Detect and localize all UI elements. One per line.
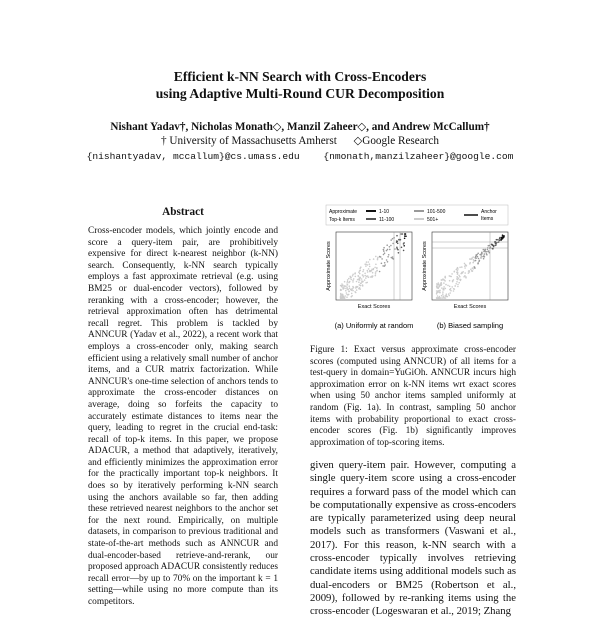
scatter-point: [381, 263, 383, 265]
scatter-point: [455, 283, 457, 285]
scatter-point: [389, 246, 391, 248]
scatter-point: [362, 284, 364, 286]
scatter-point: [352, 274, 354, 276]
scatter-point: [357, 275, 359, 277]
scatter-point: [346, 288, 348, 290]
scatter-point: [483, 249, 485, 251]
scatter-point: [398, 252, 400, 254]
scatter-point: [347, 279, 349, 281]
scatter-point: [355, 276, 357, 278]
scatter-point: [371, 270, 373, 272]
email-google: {nmonath,manzilzaheer}@google.com: [323, 151, 514, 162]
scatter-point: [367, 275, 369, 277]
scatter-point: [441, 287, 443, 289]
scatter-point: [364, 275, 366, 277]
scatter-point: [375, 275, 377, 277]
scatter-point: [445, 288, 447, 290]
scatter-point: [441, 279, 443, 281]
scatter-point: [493, 246, 495, 248]
scatter-point: [383, 247, 385, 249]
scatter-point: [384, 252, 386, 254]
scatter-point: [359, 273, 361, 275]
scatter-point: [392, 243, 394, 245]
scatter-point: [437, 290, 439, 292]
scatter-point: [386, 244, 388, 246]
scatter-point: [360, 270, 362, 272]
scatter-point: [404, 238, 406, 240]
scatter-point: [377, 258, 379, 260]
legend-range-3: 101-500: [427, 209, 446, 215]
legend-topk-label: Top-k Items: [329, 217, 355, 223]
scatter-point: [453, 290, 455, 292]
scatter-point: [443, 279, 445, 281]
scatter-point: [354, 273, 356, 275]
scatter-point: [386, 250, 388, 252]
legend-range-1: 1-10: [379, 209, 390, 215]
scatter-point: [346, 292, 348, 294]
figure-legend: [326, 205, 508, 225]
scatter-point: [464, 267, 466, 269]
scatter-point: [352, 275, 354, 277]
scatter-point: [392, 238, 394, 240]
scatter-point: [457, 268, 459, 270]
scatter-point: [362, 271, 364, 273]
scatter-point: [371, 269, 373, 271]
scatter-point: [452, 280, 454, 282]
scatter-point: [488, 250, 490, 252]
scatter-point: [484, 253, 486, 255]
scatter-point: [501, 238, 503, 240]
scatter-point: [475, 260, 477, 262]
scatter-point: [342, 288, 344, 290]
scatter-point: [403, 250, 405, 252]
scatter-point: [472, 256, 474, 258]
scatter-point: [394, 248, 396, 250]
scatter-point: [352, 280, 354, 282]
panel-b-ylabel: Approximate Scores: [422, 241, 428, 291]
scatter-point: [354, 291, 356, 293]
scatter-point: [444, 295, 446, 297]
panel-a: [326, 232, 413, 330]
scatter-point: [381, 258, 383, 260]
scatter-point: [457, 284, 459, 286]
scatter-point: [471, 270, 473, 272]
body-paragraph: given query-item pair. However, computing a single query-item score using a cross-encoder requires a forward pass of the model which can be computationally expensive as cross-encoders are typically parameterized using deep neural models such as transformers (Vaswani et al., 2017). For this reason, k-NN search with a cross-encoder typically involves retrieving candidate items using additional models such as dual-encoders or BM25 (Robertson et al., 2009), followed by re-ranking items using the cross-encoder (Logeswaran et al., 2019; Zhang: [310, 459, 516, 618]
scatter-point: [439, 286, 441, 288]
author-emails: [0, 150, 600, 164]
scatter-point: [340, 285, 342, 287]
scatter-point: [369, 263, 371, 265]
scatter-point: [360, 283, 362, 285]
scatter-point: [347, 281, 349, 283]
scatter-point: [451, 286, 453, 288]
scatter-point: [396, 241, 398, 243]
scatter-point: [348, 282, 350, 284]
scatter-point: [439, 296, 441, 298]
scatter-point: [443, 295, 445, 297]
scatter-point: [458, 275, 460, 277]
scatter-point: [486, 253, 488, 255]
legend-anchor-label-2: Items: [481, 216, 494, 222]
scatter-point: [373, 258, 375, 260]
scatter-point: [345, 290, 347, 292]
scatter-point: [375, 256, 377, 258]
scatter-point: [342, 297, 344, 299]
legend-approx-label: Approximate: [329, 209, 358, 215]
scatter-point: [346, 296, 348, 298]
scatter-point: [352, 290, 354, 292]
scatter-point: [448, 295, 450, 297]
scatter-point: [449, 286, 451, 288]
legend-range-2: 11-100: [379, 217, 395, 223]
scatter-point: [456, 281, 458, 283]
scatter-point: [372, 272, 374, 274]
scatter-point: [352, 281, 354, 283]
scatter-point: [346, 287, 348, 289]
scatter-point: [342, 284, 344, 286]
scatter-point: [449, 292, 451, 294]
figure-caption: Figure 1: Exact versus approximate cross-encoder scores (computed using ANNCUR) of all items for a test-query in domain=YuGiOh. ANNCUR incurs high approximation error on k-NN items wrt exact scores when using 50 anchor items sampled uniformly at random (Fig. 1a). In contrast, sampling 50 anchor items with probability proportional to exact cross-encoder scores (Fig. 1b) significantly improves approximation of top-scoring items.: [310, 345, 516, 448]
scatter-point: [468, 270, 470, 272]
scatter-point: [450, 276, 452, 278]
scatter-point: [344, 295, 346, 297]
scatter-point: [501, 237, 503, 239]
scatter-point: [443, 282, 445, 284]
scatter-point: [474, 257, 476, 259]
scatter-point: [450, 288, 452, 290]
scatter-point: [449, 280, 451, 282]
scatter-point: [367, 271, 369, 273]
scatter-point: [438, 297, 440, 299]
scatter-point: [460, 273, 462, 275]
scatter-point: [457, 272, 459, 274]
scatter-point: [439, 292, 441, 294]
scatter-point: [396, 248, 398, 250]
scatter-point: [436, 293, 438, 295]
scatter-point: [485, 251, 487, 253]
author-list: Nishant Yadav†, Nicholas Monath◇, Manzil Zaheer◇, and Andrew McCallum†: [110, 121, 490, 133]
scatter-point: [446, 293, 448, 295]
scatter-point: [398, 239, 400, 241]
scatter-point: [405, 233, 407, 235]
paper-title: [0, 68, 600, 102]
scatter-point: [348, 278, 350, 280]
legend-anchor-label: Anchor: [481, 209, 497, 215]
scatter-point: [459, 279, 461, 281]
scatter-point: [454, 288, 456, 290]
scatter-point: [404, 235, 406, 237]
title-line-1: Efficient k-NN Search with Cross-Encoders: [173, 69, 427, 84]
scatter-point: [362, 274, 364, 276]
scatter-point: [356, 281, 358, 283]
scatter-point: [443, 297, 445, 299]
scatter-point: [340, 294, 342, 296]
affiliations: [0, 134, 600, 149]
scatter-point: [480, 257, 482, 259]
scatter-point: [400, 233, 402, 235]
scatter-point: [459, 267, 461, 269]
scatter-point: [390, 245, 392, 247]
scatter-point: [477, 256, 479, 258]
scatter-point: [441, 295, 443, 297]
panel-a-xlabel: Exact Scores: [357, 304, 391, 310]
scatter-point: [457, 286, 459, 288]
figure-1: [314, 204, 514, 344]
scatter-point: [475, 254, 477, 256]
scatter-point: [349, 285, 351, 287]
scatter-point: [375, 264, 377, 266]
affiliation-google: ◇Google Research: [353, 135, 439, 147]
scatter-point: [477, 263, 479, 265]
abstract-text: Cross-encoder models, which jointly encode and score a query-item pair, are prohibitively expensive for direct k-nearest neighbor (k-NN) search. Consequently, k-NN search typically employs a fast approximate retrieval (e.g. using BM25 or dual-encoder vectors), followed by reranking with a cross-encoder; however, the retrieval approximation often has detrimental recall regret. This problem is tackled by ANNCUR (Yadav et al., 2022), a recent work that employs a cross-encoder only, making search efficient using a relatively small number of anchor items, and a CUR matrix factorization. While ANNCUR's one-time selection of anchors tends to approximate the cross-encoder distances on average, doing so forfeits the capacity to accurately estimate distances to items near the query, leading to regret in the crucial end-task: recall of top-k items. In this paper, we propose ADACUR, a method that adaptively, iteratively, and efficiently minimizes the approximation error for the practically important top-k neighbors. It does so by iteratively performing k-NN search using the anchors available so far, then adding these retrieved nearest neighbors to the anchor set for the next round. Empirically, on multiple datasets, in comparison to previous traditional and state-of-the-art methods such as ANNCUR and dual-encoder-based retrieve-and-rerank, our proposed approach ADACUR consistently reduces recall error—by up to 70% on the important k = 1 setting—while using no more compute than its competitors.: [88, 226, 278, 607]
scatter-point: [473, 259, 475, 261]
scatter-point: [365, 282, 367, 284]
scatter-point: [361, 280, 363, 282]
scatter-point: [436, 283, 438, 285]
scatter-point: [379, 256, 381, 258]
scatter-point: [469, 262, 471, 264]
scatter-point: [366, 261, 368, 263]
scatter-point: [478, 261, 480, 263]
scatter-point: [369, 266, 371, 268]
scatter-point: [461, 266, 463, 268]
scatter-point: [384, 264, 386, 266]
scatter-point: [472, 262, 474, 264]
scatter-point: [457, 279, 459, 281]
scatter-point: [383, 250, 385, 252]
scatter-point: [364, 263, 366, 265]
scatter-point: [371, 276, 373, 278]
scatter-point: [387, 261, 389, 263]
panel-a-ylabel: Approximate Scores: [326, 241, 332, 291]
scatter-point: [349, 291, 351, 293]
scatter-point: [363, 276, 365, 278]
scatter-point: [440, 282, 442, 284]
scatter-point: [379, 271, 381, 273]
scatter-point: [347, 289, 349, 291]
scatter-point: [389, 249, 391, 251]
scatter-point: [376, 270, 378, 272]
scatter-point: [368, 261, 370, 263]
scatter-point: [355, 287, 357, 289]
scatter-point: [346, 282, 348, 284]
scatter-point: [360, 266, 362, 268]
scatter-point: [358, 281, 360, 283]
scatter-point: [373, 268, 375, 270]
scatter-point: [470, 258, 472, 260]
scatter-point: [367, 264, 369, 266]
scatter-point: [478, 258, 480, 260]
scatter-point: [386, 259, 388, 261]
scatter-point: [344, 281, 346, 283]
scatter-point: [351, 293, 353, 295]
scatter-point: [477, 253, 479, 255]
scatter-point: [383, 254, 385, 256]
title-line-2: using Adaptive Multi-Round CUR Decomposition: [155, 86, 445, 101]
scatter-point: [444, 276, 446, 278]
scatter-point: [442, 289, 444, 291]
scatter-point: [364, 279, 366, 281]
scatter-point: [344, 288, 346, 290]
scatter-point: [457, 276, 459, 278]
scatter-point: [340, 289, 342, 291]
scatter-point: [447, 285, 449, 287]
scatter-point: [481, 253, 483, 255]
scatter-point: [392, 258, 394, 260]
scatter-point: [359, 288, 361, 290]
legend-range-4: 501+: [427, 217, 439, 223]
scatter-point: [444, 280, 446, 282]
scatter-point: [470, 269, 472, 271]
scatter-point: [457, 273, 459, 275]
scatter-point: [347, 284, 349, 286]
scatter-point: [436, 290, 438, 292]
scatter-point: [396, 247, 398, 249]
scatter-point: [487, 249, 489, 251]
scatter-point: [458, 282, 460, 284]
scatter-point: [437, 295, 439, 297]
scatter-point: [344, 285, 346, 287]
scatter-point: [440, 285, 442, 287]
scatter-point: [440, 297, 442, 299]
scatter-point: [451, 273, 453, 275]
scatter-point: [492, 244, 494, 246]
scatter-point: [403, 243, 405, 245]
scatter-point: [363, 269, 365, 271]
scatter-point: [368, 268, 370, 270]
scatter-point: [365, 265, 367, 267]
scatter-point: [439, 290, 441, 292]
scatter-point: [445, 284, 447, 286]
scatter-point: [357, 286, 359, 288]
scatter-point: [464, 275, 466, 277]
scatter-point: [437, 287, 439, 289]
scatter-point: [503, 236, 505, 238]
scatter-point: [438, 282, 440, 284]
abstract-heading: Abstract: [162, 206, 204, 218]
scatter-point: [442, 291, 444, 293]
scatter-point: [351, 295, 353, 297]
scatter-point: [468, 272, 470, 274]
panel-b-subcaption: (b) Biased sampling: [436, 321, 504, 330]
scatter-point: [401, 247, 403, 249]
scatter-point: [349, 287, 351, 289]
scatter-point: [436, 285, 438, 287]
scatter-point: [383, 249, 385, 251]
scatter-point: [350, 277, 352, 279]
scatter-point: [474, 267, 476, 269]
scatter-point: [384, 262, 386, 264]
scatter-point: [481, 255, 483, 257]
scatter-point: [483, 258, 485, 260]
scatter-point: [483, 255, 485, 257]
scatter-point: [464, 272, 466, 274]
scatter-point: [448, 293, 450, 295]
panel-a-subcaption: (a) Uniformly at random: [334, 321, 414, 330]
scatter-point: [360, 285, 362, 287]
scatter-point: [499, 237, 501, 239]
scatter-point: [464, 263, 466, 265]
scatter-point: [447, 296, 449, 298]
scatter-point: [361, 278, 363, 280]
scatter-point: [390, 239, 392, 241]
scatter-point: [403, 245, 405, 247]
scatter-point: [376, 267, 378, 269]
scatter-point: [365, 277, 367, 279]
scatter-point: [495, 243, 497, 245]
scatter-point: [352, 288, 354, 290]
scatter-point: [387, 256, 389, 258]
scatter-point: [364, 273, 366, 275]
scatter-point: [350, 279, 352, 281]
scatter-point: [443, 286, 445, 288]
scatter-point: [374, 267, 376, 269]
scatter-point: [457, 270, 459, 272]
scatter-point: [396, 235, 398, 237]
scatter-point: [375, 273, 377, 275]
scatter-point: [442, 297, 444, 299]
scatter-point: [359, 279, 361, 281]
scatter-point: [388, 254, 390, 256]
scatter-point: [454, 285, 456, 287]
panel-b-xlabel: Exact Scores: [453, 304, 487, 310]
scatter-point: [472, 267, 474, 269]
scatter-point: [497, 239, 499, 241]
scatter-point: [351, 290, 353, 292]
scatter-point: [369, 259, 371, 261]
scatter-point: [375, 271, 377, 273]
scatter-point: [358, 277, 360, 279]
scatter-point: [356, 289, 358, 291]
scatter-point: [367, 270, 369, 272]
email-umass: {nishantyadav, mccallum}@cs.umass.edu: [86, 151, 300, 162]
scatter-point: [465, 264, 467, 266]
scatter-point: [456, 269, 458, 271]
scatter-point: [494, 245, 496, 247]
scatter-point: [347, 294, 349, 296]
scatter-point: [352, 286, 354, 288]
panel-b: [422, 232, 508, 330]
affiliation-umass: † University of Massachusetts Amherst: [161, 135, 337, 147]
scatter-point: [445, 297, 447, 299]
scatter-point: [485, 249, 487, 251]
scatter-point: [454, 271, 456, 273]
scatter-point: [486, 251, 488, 253]
scatter-point: [496, 239, 498, 241]
scatter-point: [340, 297, 342, 299]
scatter-point: [481, 252, 483, 254]
scatter-point: [353, 278, 355, 280]
figure-1-svg: [314, 204, 514, 344]
scatter-point: [499, 240, 501, 242]
scatter-point: [442, 293, 444, 295]
